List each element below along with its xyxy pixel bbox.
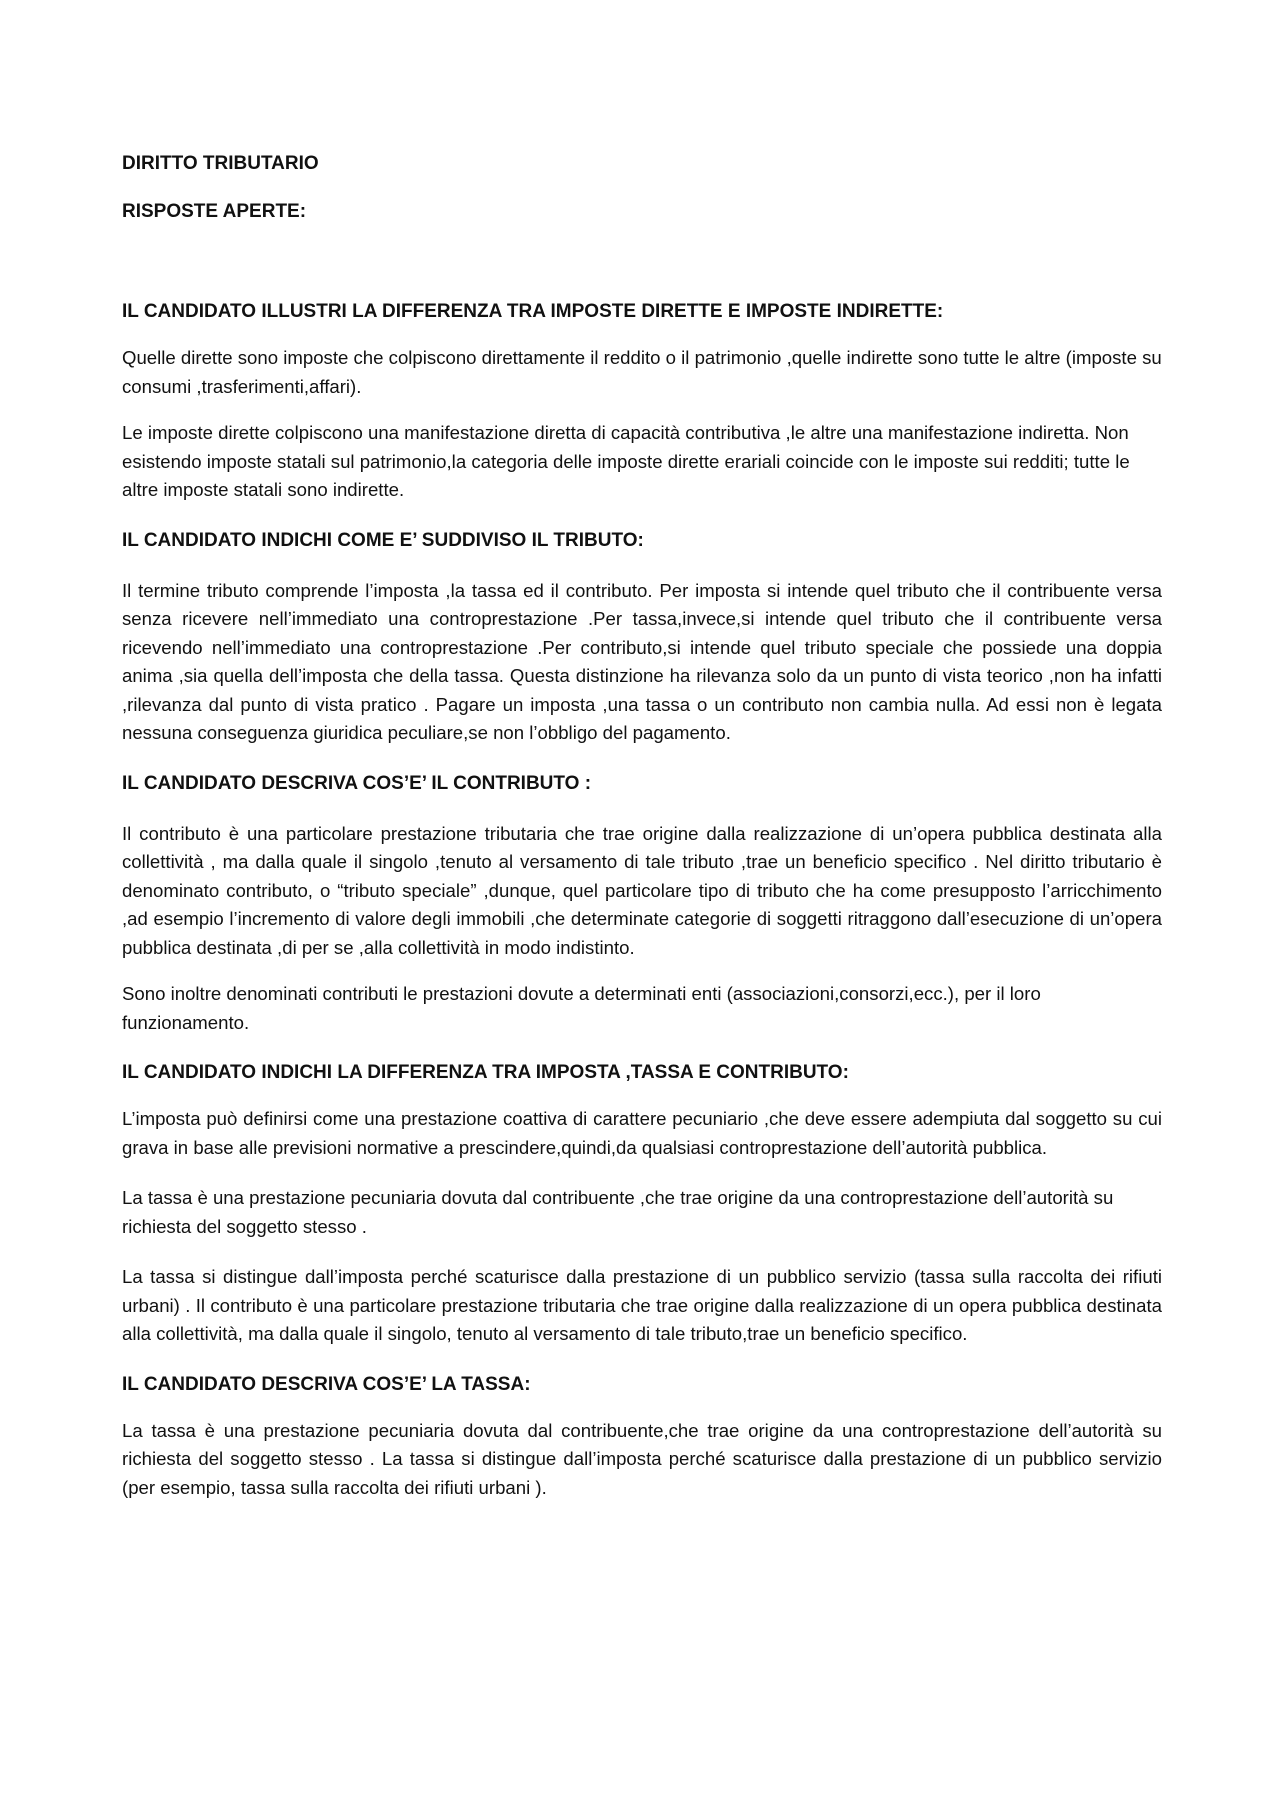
section-heading-imposte-dirette-indirette: IL CANDIDATO ILLUSTRI LA DIFFERENZA TRA IMPOSTE DIRETTE E IMPOSTE INDIRETTE: — [122, 301, 944, 322]
paragraph: La tassa è una prestazione pecuniaria dovuta dal contribuente,che trae origine da una controprestazione dell’autorità su richiesta del soggetto stesso . La tassa si distingue dall’imposta perché scaturisce dalla prestazione di un pubblico servizio (per esempio, tassa sulla raccolta dei rifiuti urbani ). — [122, 1419, 1162, 1498]
document-title: DIRITTO TRIBUTARIO — [122, 153, 319, 174]
paragraph: La tassa si distingue dall’imposta perché scaturisce dalla prestazione di un pubblico servizio (tassa sulla raccolta dei rifiuti urbani) . Il contributo è una particolare prestazione tributaria che trae origine dalla realizzazione di un opera pubblica destinata alla collettività, ma dalla quale il singolo, tenuto al versamento di tale tributo,trae un beneficio specifico. — [122, 1266, 1162, 1344]
paragraph: Le imposte dirette colpiscono una manifestazione diretta di capacità contributiva ,le altre una manifestazione indiretta. Non esistendo imposte statali sul patrimonio,la categoria delle imposte dirette erariali coincide con le imposte sui redditi; tutte le altre imposte statali sono indirette. — [122, 422, 1130, 500]
paragraph: Il termine tributo comprende l’imposta ,la tassa ed il contributo. Per imposta si intende quel tributo che il contribuente versa senza ricevere nell’immediato una controprestazione .Per tassa,invece,si intende quel tributo che il contribuente versa ricevendo nell’immediato una controprestazione .Per contributo,si intende quel tributo speciale che possiede una doppia anima ,sia quella dell’imposta che della tassa. Questa distinzione ha rilevanza solo da un punto di vista teorico ,non ha infatti ,rilevanza dal punto di vista pratico . Pagare un imposta ,una tassa o un contributo non cambia nulla. Ad essi non è legata nessuna conseguenza giuridica peculiare,se non l’obbligo del pagamento. — [122, 579, 1162, 743]
section-heading-contributo: IL CANDIDATO DESCRIVA COS’E’ IL CONTRIBUTO : — [122, 772, 592, 794]
section-heading-tassa: IL CANDIDATO DESCRIVA COS’E’ LA TASSA: — [122, 1373, 531, 1395]
paragraph: Il contributo è una particolare prestazione tributaria che trae origine dalla realizzazione di un’opera pubblica destinata alla collettività , ma dalla quale il singolo ,tenuto al versamento di tale tributo ,trae un beneficio specifico . Nel diritto tributario è denominato contributo, o “tributo speciale” ,dunque, quel particolare tipo di tributo che ha come presupposto l’arricchimento ,ad esempio l’incremento di valore degli immobili ,che determinate categorie di soggetti ritraggono dall’esecuzione di un’opera pubblica destinata ,di per se ,alla collettività in modo indistinto. — [122, 822, 1162, 958]
paragraph: Quelle dirette sono imposte che colpiscono direttamente il reddito o il patrimonio ,quelle indirette sono tutte le altre (imposte su consumi ,trasferimenti,affari). — [122, 347, 1162, 397]
paragraph: L’imposta può definirsi come una prestazione coattiva di carattere pecuniario ,che deve essere adempiuta dal soggetto su cui grava in base alle previsioni normative a prescindere,quindi,da qualsiasi controprestazione dell’autorità pubblica. — [122, 1108, 1162, 1158]
paragraph: La tassa è una prestazione pecuniaria dovuta dal contribuente ,che trae origine da una controprestazione dell’autorità su richiesta del soggetto stesso . — [122, 1187, 1114, 1237]
section-heading-suddivisione-tributo: IL CANDIDATO INDICHI COME E’ SUDDIVISO IL TRIBUTO: — [122, 529, 644, 551]
section-heading-differenza-imposta-tassa-contributo: IL CANDIDATO INDICHI LA DIFFERENZA TRA IMPOSTA ,TASSA E CONTRIBUTO: — [122, 1062, 849, 1083]
document-subtitle: RISPOSTE APERTE: — [122, 201, 307, 222]
paragraph: Sono inoltre denominati contributi le prestazioni dovute a determinati enti (associazioni,consorzi,ecc.), per il loro funzionamento. — [122, 983, 1041, 1033]
document-page — [122, 150, 1162, 1502]
